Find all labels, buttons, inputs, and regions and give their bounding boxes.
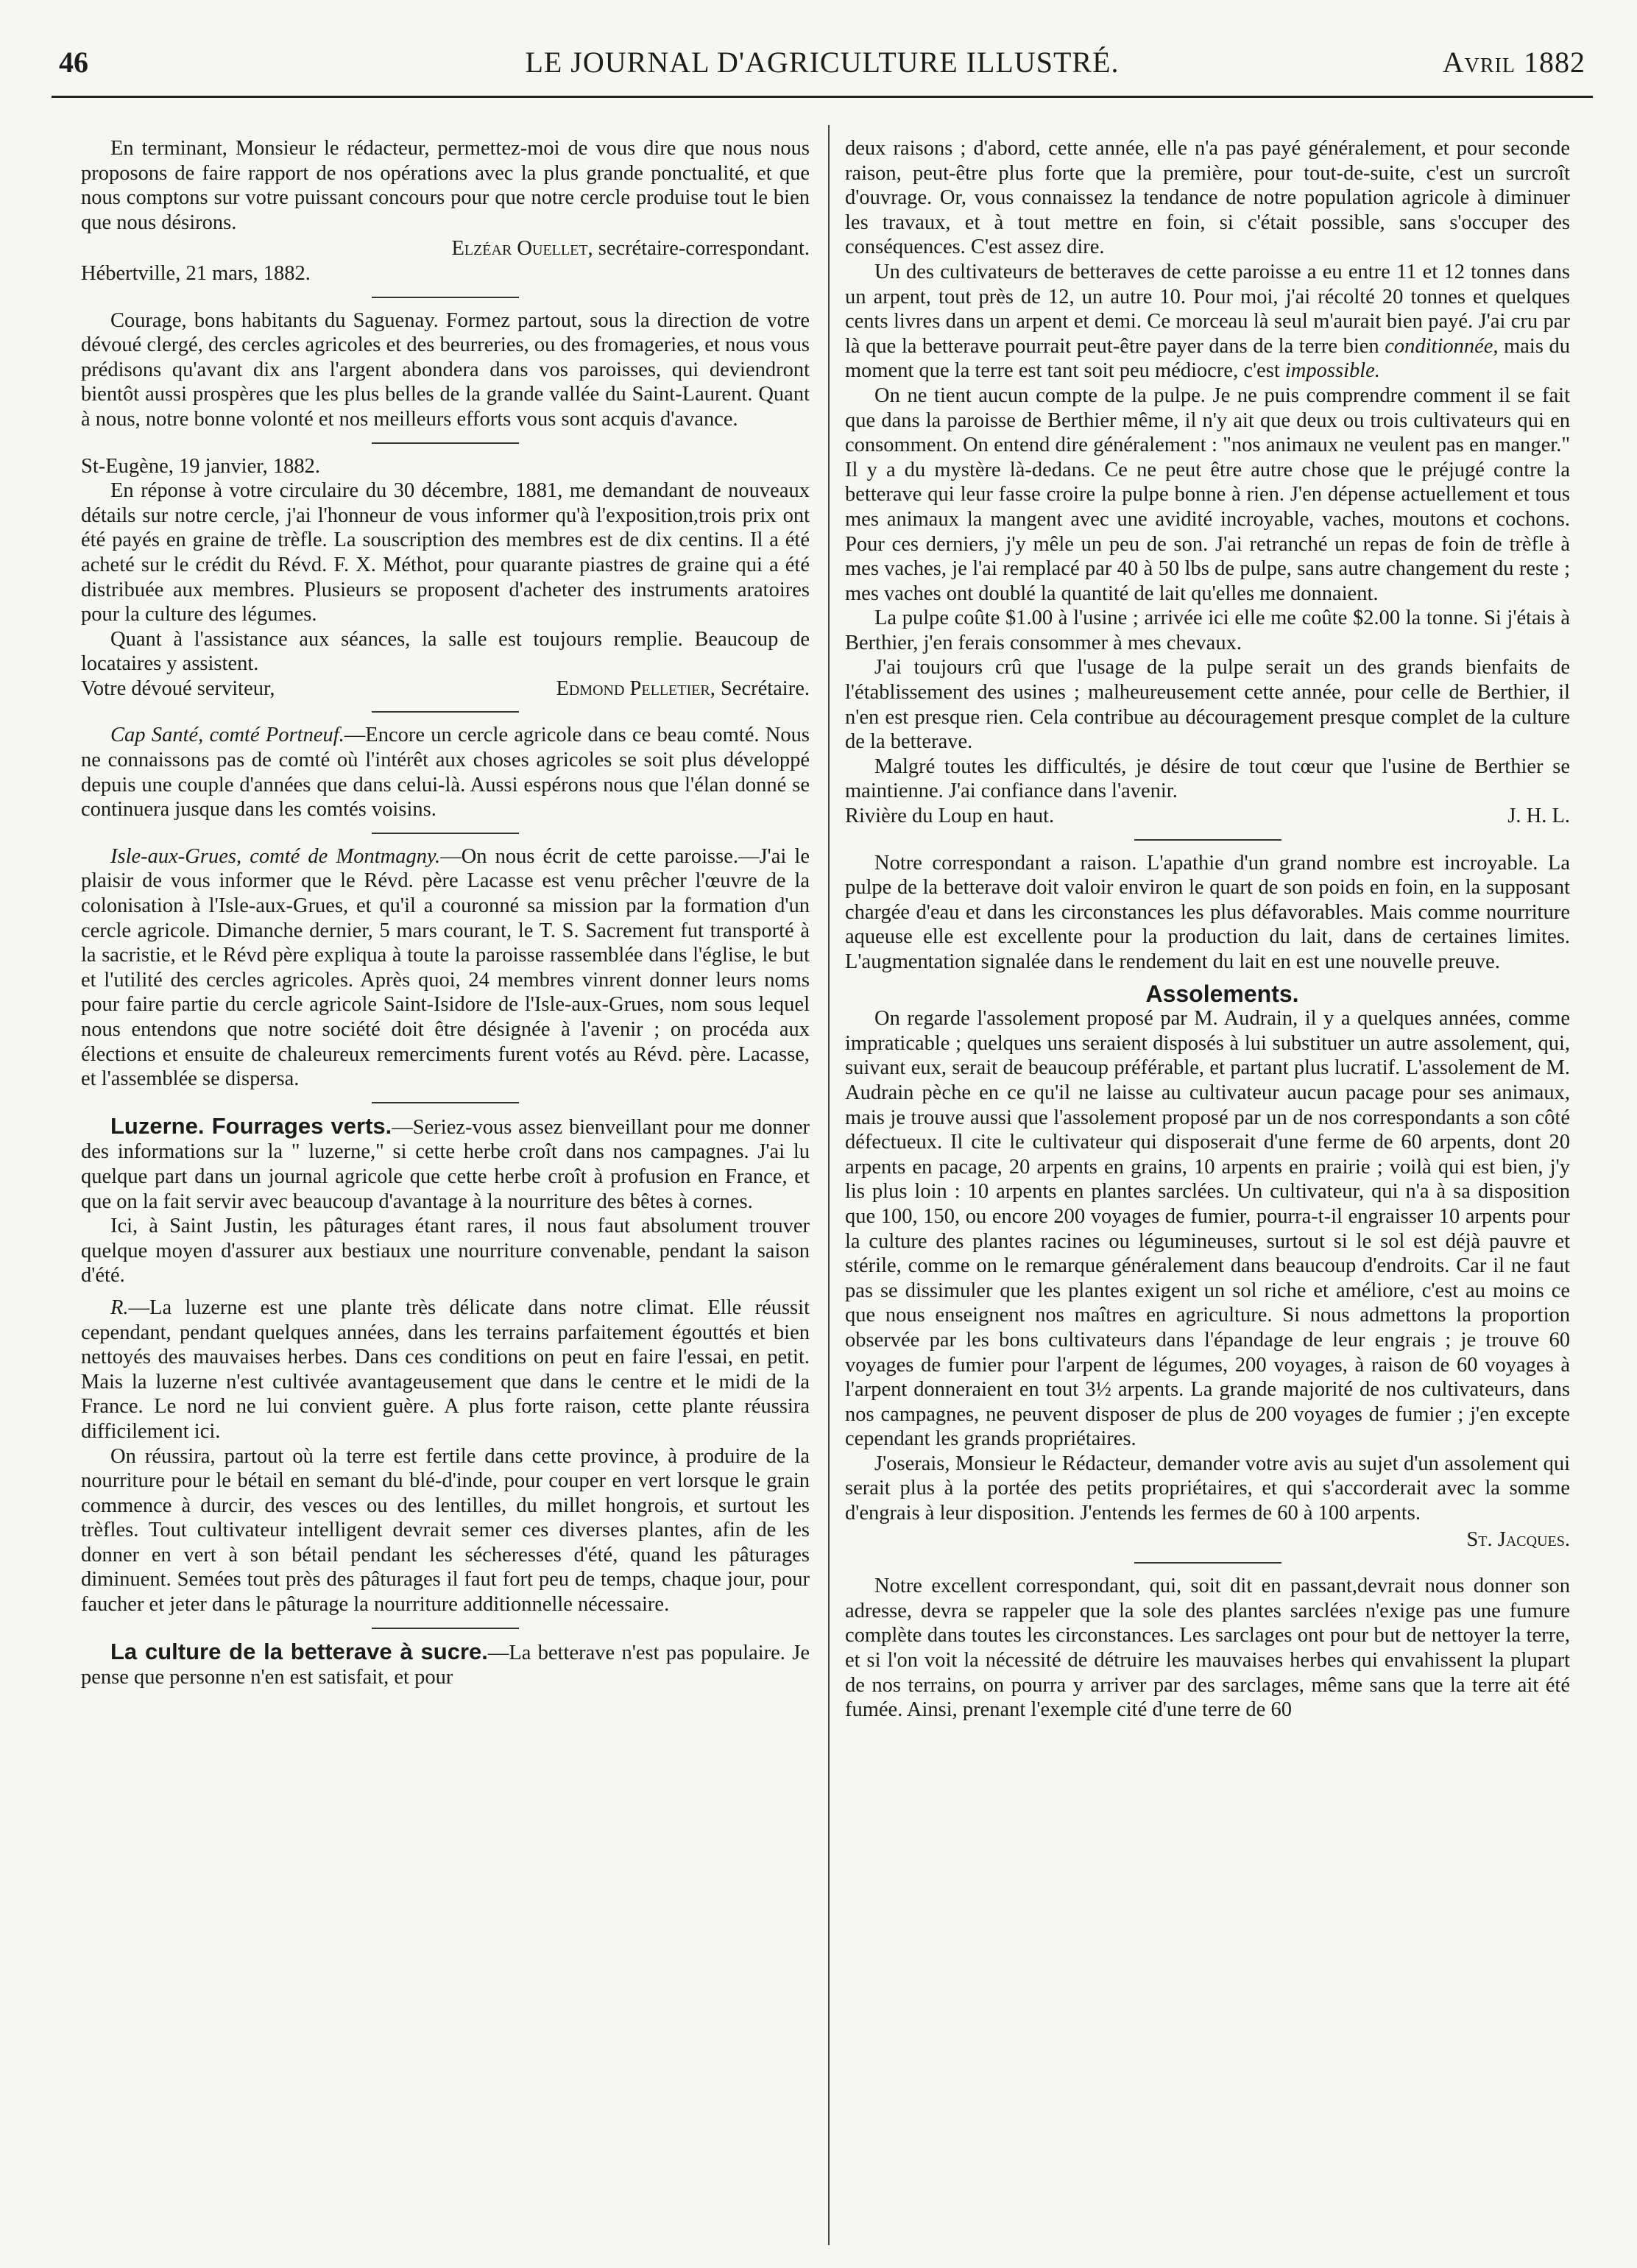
article-text: —La betterave n'est pas populaire. Je pense que personne n'en est satisfait, et pour [81, 1641, 810, 1689]
dateline: Rivière du Loup en haut. [845, 805, 1055, 828]
article-text: —Seriez-vous assez bienveillant pour me donner des informations sur la " luzerne," si cette herbe croît dans nos campagnes. J'ai lu quelque part dans un journal agricole que cette herbe croît à profusion en France, et que on la fait servir avec beaucoup d'avantage à la nourriture des bêtes à cornes. [81, 1115, 810, 1213]
article-paragraph: deux raisons ; d'abord, cette année, elle n'a pas payé généralement, et pour seconde raison, peut-être plus forte que la première, pour tout-de-suite, c'est un surcroît d'ouvrage. Or, vous connaissez la tendance de notre population agricole à diminuer les travaux, et à tout mettre en foin, si c'était possible, sans s'occuper des conséquences. C'est assez dire. [845, 137, 1570, 259]
article-text: —On nous écrit de cette paroisse.—J'ai le plaisir de vous informer que le Révd. père Lacasse est venu prêcher l'œuvre de la colonisation à l'Isle-aux-Grues, et qu'il a couronné sa mission par la formation d'un cercle agricole. Dimanche dernier, 5 mars courant, le T. S. Sacrement fut transporté à la sacristie, et le Révd père expliqua à toute la paroisse rassemblée dans l'église, le but et l'utilité des cercles agricoles. Après quoi, 24 membres vinrent donner leurs noms pour faire partie du cercle agricole Saint-Isidore de l'Isle-aux-Grues, nom sous lequel nous entendons que notre société doit être désignée à l'avenir ; on procéda aux élections et ensuite de chaleureux remerciments furent votés au Révd. père. Lacasse, et l'assemblée se dispersa. [81, 844, 810, 1091]
signature-name: Edmond Pelletier, [556, 676, 715, 700]
article-paragraph: Courage, bons habitants du Saguenay. Formez partout, sous la direction de votre dévoué clergé, des cercles agricoles et des beurreries, ou des fromageries, et nous vous prédisons qu'avant dix ans l'argent abondera dans vos paroisses, qui deviendront bientôt aussi prospères que les plus belles de la grande vallée du Saint-Laurent. Quant à nous, notre bonne volonté et nos meilleurs efforts vous sont acquis d'avance. [81, 308, 810, 431]
signature-row [845, 804, 1570, 829]
page-number: 46 [59, 46, 88, 79]
signature-title: Secrétaire. [720, 676, 810, 700]
article-paragraph: J'ai toujours crû que l'usage de la pulpe serait un des grands bienfaits de l'établissement des usines ; malheureusement cette année, pour celle de Berthier, il n'en est presque rien. Cela contribue au découragement presque complet de la culture de la betterave. [845, 656, 1570, 754]
closing-phrase: Votre dévoué serviteur, [81, 676, 275, 700]
signature [845, 1527, 1570, 1552]
reply-marker: R. [110, 1296, 129, 1319]
article-paragraph: J'oserais, Monsieur le Rédacteur, demander votre avis au sujet d'un assolement qui serait plus à la portée des petits propriétaires, et qui s'accorderait avec la somme d'engrais à leur disposition. J'entends les fermes de 60 à 100 arpents. [845, 1452, 1570, 1525]
article-heading: La culture de la betterave à sucre. [110, 1638, 488, 1664]
page-header [52, 37, 1593, 88]
signature-row [81, 676, 810, 702]
signature-title: secrétaire-correspondant. [598, 237, 810, 261]
article-paragraph: La pulpe coûte $1.00 à l'usine ; arrivée ici elle me coûte $2.00 la tonne. Si j'étais à Berthier, j'en ferais consommer à mes chevaux. [845, 607, 1570, 654]
right-column [845, 136, 1570, 2246]
article-text: —Encore un cercle agricole dans ce beau comté. Nous ne connaissons pas de comté où l'intérêt aux choses agricoles se soit plus développé depuis une couple d'années que dans celui-là. Aussi espérons nous que l'élan donné se continuera jusque dans les comtés voisins. [81, 724, 810, 822]
section-title: Assolements. [1145, 980, 1299, 1007]
short-rule [372, 833, 519, 834]
article-paragraph [81, 723, 810, 822]
short-rule [372, 1102, 519, 1103]
article-paragraph [81, 1296, 810, 1444]
article-paragraph: On réussira, partout où la terre est fertile dans cette province, à produire de la nourriture pour le bétail en semant du blé-d'inde, pour couper en vert lorsque le grain commence à durcir, des vesces ou des lentilles, du millet hongrois, et surtout les trèfles. Tout cultivateur intelligent devrait semer ces diverses plantes, afin de les donner en vert à son bétail pendant les sécheresses d'été, quand les pâturages diminuent. Semées tout près des pâturages il faut fort peu de temps, chaque jour, pour faucher et jeter dans le pâturage la nourriture additionnelle nécessaire. [81, 1444, 810, 1617]
header-rule [52, 96, 1593, 98]
dateline: St-Eugène, 19 janvier, 1882. [81, 454, 320, 478]
article-paragraph [845, 260, 1570, 384]
article-paragraph [81, 844, 810, 1092]
short-rule [1134, 1562, 1281, 1564]
article-paragraph: Notre correspondant a raison. L'apathie d'un grand nombre est incroyable. La pulpe de la betterave doit valoir environ le quart de son poids en foin, en la supposant chargée d'eau et dans les circonstances les plus défavorables. Mais comme nourriture aqueuse elle est excellente pour la production du lait, dans de certaines limites. L'augmentation signalée dans le rendement du lait en est une nouvelle preuve. [845, 851, 1570, 973]
short-rule [372, 442, 519, 444]
article-paragraph: Quant à l'assistance aux séances, la salle est toujours remplie. Beaucoup de locataires y assistent. [81, 627, 810, 676]
left-column [81, 136, 810, 2246]
article-text: —La luzerne est une plante très délicate dans notre climat. Elle réussit cependant, pendant quelques années, dans les terrains parfaitement égouttés et bien nettoyés des mauvaises herbes. Dans ces conditions on peut en faire l'essai, en petit. Mais la luzerne n'est cultivée avantageusement que dans le centre et le midi de la France. Le nord ne lui convient guère. A plus forte raison, cette plante réussira difficilement ici. [81, 1296, 810, 1443]
emphasis: impossible. [1284, 359, 1380, 383]
article-paragraph: En terminant, Monsieur le rédacteur, permettez-moi de vous dire que nous nous proposons de faire rapport de nos opérations avec la plus grande ponctualité, et que nous comptons sur votre puissant concours pour que notre cercle produise tout le bien que nous désirons. [81, 137, 810, 234]
article-text: Un des cultivateurs de betteraves de cette paroisse a eu entre 11 et 12 tonnes dans un arpent, tout près de 12, un autre 10. Pour moi, j'ai récolté 20 tonnes et quelques cents livres dans un arpent et demi. Ce morceau là seul m'aurait bien payé. J'ai cru par là que la betterave pourrait peut-être payer dans de la terre bien [845, 260, 1570, 358]
article-paragraph: Ici, à Saint Justin, les pâturages étant rares, il nous faut absolument trouver quelque moyen d'assurer aux bestiaux une nourriture convenable, pendant la saison d'été. [81, 1215, 810, 1287]
short-rule [372, 297, 519, 298]
article-paragraph: On regarde l'assolement proposé par M. Audrain, il y a quelques années, comme impraticable ; quelques uns seraient disposés à lui substituer un autre assolement, qui, suivant eux, serait de beaucoup préférable, et partant plus lucratif. L'assolement de M. Audrain pèche en ce qu'il ne laisse au cultivateur aucun pacage pour ses animaux, mais je trouve aussi que l'assolement proposé par un de nos correspondants a son côté défectueux. Il cite le cultivateur qui disposerait d'une ferme de 60 arpents, dont 20 arpents en pacage, 20 arpents en grains, 10 arpents en prairie ; voilà qui est bien, j'y lis plus loin : 10 arpents en plantes sarclées. Un cultivateur, qui n'a à sa disposition que 100, 150, ou encore 200 voyages de fumier, pourra-t-il engraisser 10 arpents pour la culture des plantes racines ou légumineuses, surtout si le sol est déjà pauvre et stérile, comme on le remarque généralement dans beaucoup d'endroits. Car il ne faut pas se dissimuler que les plantes exigent un sol riche et améliore, c'est au moins ce que nous enseignent nos maîtres en agriculture. Si nous admettons la proportion observée par les bons cultivateurs dans l'épandage de leur engrais ; je trouve 60 voyages de fumier pour l'arpent de légumes, 200 voyages, à raison de 60 voyages à l'arpent donneraient en tout 3½ arpents. La grande majorité de nos cultivateurs, dans nos campagnes, ne peuvent disposer de plus de 200 voyages de fumier ; j'en excepte cependant les grands propriétaires. [845, 1007, 1570, 1451]
column-divider [828, 125, 830, 2245]
issue-date: Avril 1882 [1442, 46, 1585, 79]
signature-name: St. Jacques. [1466, 1527, 1570, 1551]
short-rule [372, 711, 519, 713]
journal-title: LE JOURNAL D'AGRICULTURE ILLUSTRÉ. [525, 46, 1120, 79]
dateline: Hébertville, 21 mars, 1882. [81, 261, 311, 285]
article-text: mais du moment que la terre est tant soit peu médiocre, c'est [845, 334, 1570, 383]
article-heading: Luzerne. Fourrages verts. [110, 1112, 392, 1139]
article-paragraph [81, 1114, 810, 1214]
article-paragraph [81, 1639, 810, 1690]
article-paragraph: En réponse à votre circulaire du 30 décembre, 1881, me demandant de nouveaux détails sur notre cercle, j'ai l'honneur de vous informer qu'à l'exposition,trois prix ont été payés en graine de trèfle. La souscription des membres est de dix centins. Il a été acheté sur le crédit du Révd. F. X. Méthot, pour quarante piastres de graine qui a été distribuée aux membres. Plusieurs se proposent d'acheter des instruments aratoires pour la culture des légumes. [81, 479, 810, 626]
signature [81, 236, 810, 261]
short-rule [1134, 839, 1281, 841]
article-heading: Cap Santé, comté Portneuf. [110, 724, 344, 747]
emphasis: conditionnée, [1385, 334, 1499, 358]
signature-name: Elzéar Ouellet, [451, 237, 593, 261]
signature-name: J. H. L. [1507, 805, 1570, 828]
article-heading: Isle-aux-Grues, comté de Montmagny. [110, 844, 441, 868]
article-paragraph: Notre excellent correspondant, qui, soit dit en passant,devrait nous donner son adresse, devra se rappeler que la sole des plantes sarclées n'exige pas une fumure complète dans toutes les circonstances. Les sarclages ont pour but de nettoyer la terre, et si l'on voit la nécessité de détruire les mauvaises herbes qui envahissent la plupart de nos terrains, on pourra y arriver par des sarclages, même sans que la terre ait été fumée. Ainsi, prenant l'exemple cité d'une terre de 60 [845, 1575, 1570, 1722]
short-rule [372, 1628, 519, 1629]
article-paragraph: Malgré toutes les difficultés, je désire de tout cœur que l'usine de Berthier se maintienne. J'ai confiance dans l'avenir. [845, 755, 1570, 803]
article-paragraph: On ne tient aucun compte de la pulpe. Je ne puis comprendre comment il se fait que dans la paroisse de Berthier même, il n'y ait que deux ou trois cultivateurs qui en consomment. On entend dire généralement : "nos animaux ne veulent pas en manger." Il y a du mystère là-dedans. Ce ne peut être autre chose que le préjugé contre la betterave qui leur fasse croire la pulpe bonne à rien. J'en dépense actuellement et tous mes animaux la mangent avec une avidité incroyable, vaches, moutons et cochons. Pour ces derniers, j'y mêle un peu de son. J'ai retranché un repas de foin de trèfle à mes vaches, je l'ai remplacé par 40 à 50 lbs de pulpe, sans autre changement du reste ; mes vaches ont doublé la quantité de lait qu'elles me donnaient. [845, 384, 1570, 605]
